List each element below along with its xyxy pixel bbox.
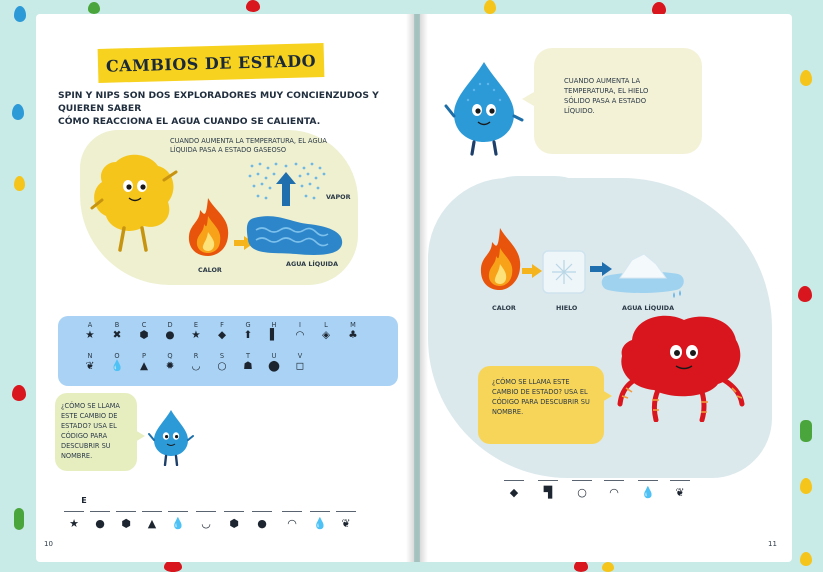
- intro-line-1: SPIN Y NIPS SON DOS EXPLORADORES MUY CONCIENZUDOS Y QUIEREN SABER: [58, 90, 379, 114]
- code-cell: N ❦: [85, 352, 95, 372]
- intro-text: [58, 89, 398, 128]
- code-cell: U ⬤: [268, 352, 280, 372]
- answer-slot[interactable]: ○: [572, 478, 592, 499]
- code-cell: B ✖: [112, 321, 122, 341]
- code-cell: I ◠: [295, 321, 305, 341]
- answer-slot[interactable]: 💧: [310, 496, 330, 530]
- title-banner: [98, 43, 325, 83]
- answer-slot[interactable]: ⬢: [116, 496, 136, 530]
- answer-slot[interactable]: ❦: [670, 478, 690, 499]
- answer-slot[interactable]: ❦: [336, 496, 356, 530]
- liquid-water-icon: [246, 212, 346, 258]
- code-cell: P ▲: [139, 352, 149, 372]
- fire-icon: [478, 226, 524, 292]
- code-cell: S ○: [217, 352, 227, 372]
- code-cell: V ◻: [295, 352, 305, 372]
- label-agua-liquida-left: AGUA LÍQUIDA: [286, 260, 339, 268]
- code-cell: F ◆: [217, 321, 227, 341]
- answer-slot[interactable]: ◠: [604, 478, 624, 499]
- answer-slot[interactable]: ◡: [196, 496, 216, 530]
- code-cell: Q ✹: [165, 352, 175, 372]
- answer-letter: E: [81, 496, 87, 505]
- bubble-tail: [135, 430, 145, 442]
- speech-bubble-right: CUANDO AUMENTA LA TEMPERATURA, EL HIELO SÓLIDO PASA A ESTADO LÍQUIDO.: [534, 48, 702, 154]
- question-bubble-left: ¿CÓMO SE LLAMA ESTE CAMBIO DE ESTADO? USA EL CÓDIGO PARA DESCUBRIR SU NOMBRE.: [55, 393, 137, 471]
- label-calor-right: CALOR: [492, 304, 516, 312]
- bubble-tail: [522, 92, 534, 106]
- answer-slot[interactable]: ●: [90, 496, 110, 530]
- label-calor-left: CALOR: [198, 266, 222, 274]
- answer-slot[interactable]: ◠: [282, 496, 302, 530]
- answer-slot[interactable]: ▲: [142, 496, 162, 530]
- answer-row-right: [500, 478, 696, 514]
- answer-slot[interactable]: 💧: [638, 478, 658, 499]
- ice-cube-icon: [542, 250, 586, 294]
- answer-slot[interactable]: ●: [252, 496, 272, 530]
- code-cell: A ★: [85, 321, 95, 341]
- page-number-right: 11: [768, 540, 777, 548]
- code-cell: E ★: [191, 321, 201, 341]
- intro-line-2: CÓMO REACCIONA EL AGUA CUANDO SE CALIENTA.: [58, 116, 321, 127]
- code-cell: T ☗: [243, 352, 253, 372]
- answer-slot[interactable]: E ★: [64, 496, 84, 530]
- answer-slot[interactable]: ◆: [504, 478, 524, 499]
- answer-slot[interactable]: ▜: [538, 478, 558, 499]
- arrow-right-icon: [522, 264, 542, 278]
- answer-slot[interactable]: 💧: [168, 496, 188, 530]
- label-hielo: HIELO: [556, 304, 578, 312]
- code-cell: O 💧: [110, 352, 124, 372]
- code-cell: M ♣: [348, 321, 358, 341]
- evaporation-caption: CUANDO AUMENTA LA TEMPERATURA, EL AGUA LÍQUIDA PASA A ESTADO GASEOSO: [170, 137, 327, 154]
- code-cell: H ▌: [269, 321, 279, 341]
- code-cell: C ⬢: [139, 321, 149, 341]
- label-vapor: VAPOR: [326, 193, 351, 201]
- melting-ice-icon: [600, 250, 686, 300]
- drop-character-large: [444, 60, 524, 156]
- answer-slot[interactable]: ⬢: [224, 496, 244, 530]
- page-title: CAMBIOS DE ESTADO: [105, 50, 317, 76]
- spin-character: [88, 150, 184, 254]
- code-cell: L ◈: [321, 321, 331, 341]
- label-agua-liquida-right: AGUA LÍQUIDA: [622, 304, 675, 312]
- code-cell: G ⬆: [243, 321, 253, 341]
- code-cell: D ●: [165, 321, 175, 341]
- drop-character-small: [148, 408, 194, 466]
- nips-character: [612, 312, 752, 422]
- book-gutter: [406, 14, 428, 562]
- answer-row-left: [60, 496, 370, 540]
- code-cell: R ◡: [191, 352, 201, 372]
- fire-icon: [186, 196, 232, 258]
- question-bubble-right: ¿CÓMO SE LLAMA ESTE CAMBIO DE ESTADO? USA EL CÓDIGO PARA DESCUBRIR SU NOMBRE.: [478, 366, 604, 444]
- vapor-icon: [246, 160, 328, 208]
- bubble-tail: [602, 390, 612, 402]
- page-number-left: 10: [44, 540, 53, 548]
